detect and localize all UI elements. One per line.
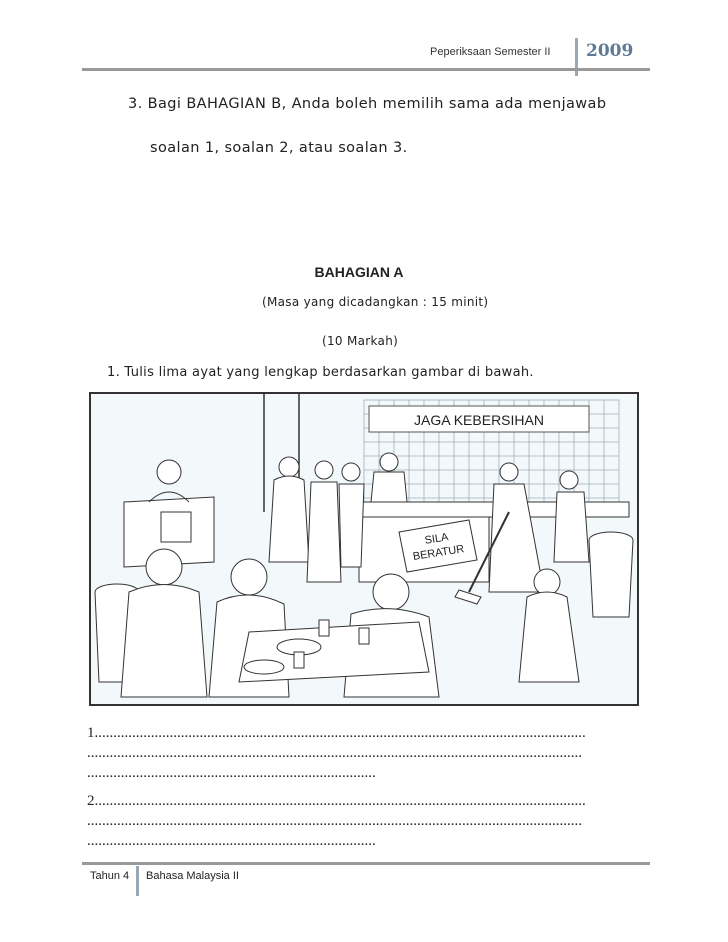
exam-year: 2009 xyxy=(586,41,634,61)
exam-title: Peperiksaan Semester II xyxy=(430,46,551,58)
footer-grade: Tahun 4 xyxy=(90,870,130,882)
answer-1-line3[interactable]: ............................................................................. xyxy=(87,765,376,781)
sign-sila: SILA xyxy=(423,531,450,547)
sign-beratur: BERATUR xyxy=(412,543,466,564)
footer-rule xyxy=(82,862,650,865)
marks-note: (10 Markah) xyxy=(322,334,399,348)
instruction-3-line1: 3. Bagi BAHAGIAN B, Anda boleh memilih sama ada menjawab xyxy=(128,96,607,112)
answer-1-line2[interactable]: .................................................................................................................................... xyxy=(87,745,582,761)
canteen-illustration xyxy=(89,392,639,706)
answer-2-line1[interactable]: 2................................................................................................................................... xyxy=(87,793,586,809)
section-title: BAHAGIAN A xyxy=(314,264,404,280)
answer-2-line2[interactable]: .................................................................................................................................... xyxy=(87,813,582,829)
section-heading xyxy=(0,262,728,281)
time-note: (Masa yang dicadangkan : 15 minit) xyxy=(262,295,489,309)
question-1: 1. Tulis lima ayat yang lengkap berdasarkan gambar di bawah. xyxy=(107,365,534,380)
instruction-3-line2: soalan 1, soalan 2, atau soalan 3. xyxy=(150,140,408,156)
header-rule xyxy=(82,68,650,71)
footer-divider xyxy=(136,866,139,896)
sign-jaga-kebersihan: JAGA KEBERSIHAN xyxy=(414,412,544,428)
answer-1-line1[interactable]: 1................................................................................................................................... xyxy=(87,725,586,741)
footer-subject: Bahasa Malaysia II xyxy=(146,870,239,882)
answer-2-line3[interactable]: ............................................................................. xyxy=(87,833,376,849)
